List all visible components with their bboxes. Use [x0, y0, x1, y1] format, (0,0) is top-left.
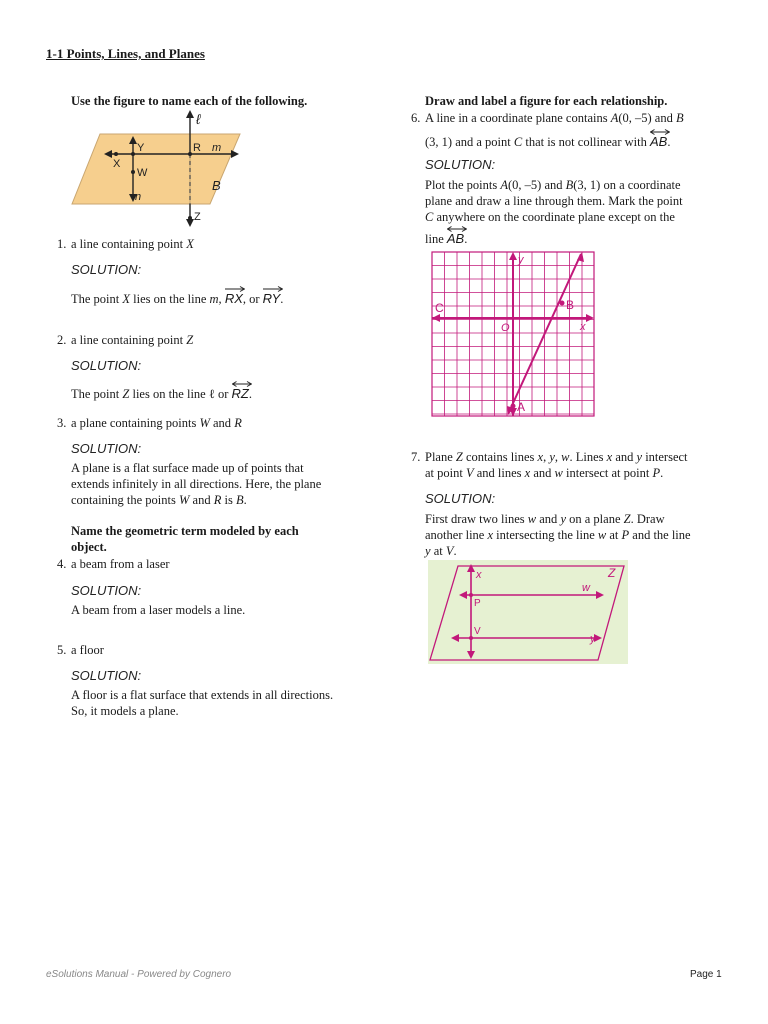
plane-b-figure [70, 108, 245, 230]
vector-ab-sol: AB [447, 228, 464, 247]
label-b: B [212, 178, 221, 193]
label-c: C [435, 301, 444, 315]
label-n: n [135, 191, 142, 203]
vector-ry: RY [263, 288, 281, 307]
page-title: 1-1 Points, Lines, and Planes [46, 46, 205, 61]
question-5: 5. a floor [57, 643, 104, 657]
q3-solution: A plane is a flat surface made up of points that extends infinitely in all directions. Here, the plane containing the points W and R is B. [71, 461, 322, 507]
question-7: 7. Plane Z contains lines x, y, w. Lines x and y intersect at point V and lines x and w intersect at point P. [411, 450, 688, 480]
label-y: y [518, 254, 524, 266]
left-section-heading: Use the figure to name each of the following. [71, 94, 308, 108]
q1-solution-label: SOLUTION: [71, 262, 142, 277]
label-p: P [474, 598, 481, 609]
q3-solution-label: SOLUTION: [71, 441, 142, 456]
label-y: Y [137, 142, 145, 154]
footer-credit: eSolutions Manual - Powered by Cognero [46, 969, 232, 980]
q4-solution: A beam from a laser models a line. [71, 603, 246, 617]
question-3: 3. a plane containing points W and R [57, 416, 242, 430]
label-x: x [476, 569, 482, 581]
q2-solution: The point Z lies on the line ℓ or RZ. [71, 383, 252, 402]
vector-rx: RX [225, 288, 243, 307]
figure-background [428, 560, 628, 664]
label-w: W [137, 167, 148, 179]
q2-solution-label: SOLUTION: [71, 358, 142, 373]
q7-solution: First draw two lines w and y on a plane Z. Draw another line x intersecting the line w at P and the line y at V. [425, 512, 691, 558]
vector-rz: RZ [232, 383, 249, 402]
label-x: x [580, 321, 586, 333]
q6-solution-label: SOLUTION: [425, 157, 496, 172]
label-origin: O [501, 322, 510, 334]
plane-z-figure [428, 560, 628, 664]
label-l: ℓ [196, 111, 201, 127]
label-x: X [113, 158, 121, 170]
question-4: 4. a beam from a laser [57, 557, 170, 571]
geometric-term-heading: Name the geometric term modeled by each object. [71, 524, 299, 554]
question-6: 6. A line in a coordinate plane contains A(0, –5) and B (3, 1) and a point C that is not collinear with AB. [411, 111, 684, 149]
page-number: Page 1 [690, 969, 722, 980]
label-w: w [582, 582, 590, 594]
q7-solution-label: SOLUTION: [425, 491, 496, 506]
label-a: A [517, 400, 526, 414]
label-z: Z [194, 211, 201, 223]
q5-solution-label: SOLUTION: [71, 668, 142, 683]
right-section-heading: Draw and label a figure for each relationship. [425, 94, 668, 108]
q5-solution: A floor is a flat surface that extends in all directions. So, it models a plane. [71, 688, 334, 718]
q1-solution: The point X lies on the line m, RX, or RY. [71, 288, 283, 307]
label-y: y [590, 633, 596, 645]
q4-solution-label: SOLUTION: [71, 583, 142, 598]
label-v: V [474, 626, 481, 637]
label-m: m [212, 142, 222, 154]
vector-ab-q6: AB [650, 131, 667, 150]
q6-solution: Plot the points A(0, –5) and B(3, 1) on a coordinate plane and draw a line through them. Mark the point C anywhere on the coordinate plane except on the line AB. [425, 178, 683, 246]
label-z: Z [608, 566, 616, 580]
question-2: 2. a line containing point Z [57, 333, 194, 347]
coordinate-grid-figure [430, 250, 596, 418]
question-1: 1. a line containing point X [57, 237, 194, 251]
label-b: B [566, 298, 575, 312]
label-r: R [193, 142, 201, 154]
